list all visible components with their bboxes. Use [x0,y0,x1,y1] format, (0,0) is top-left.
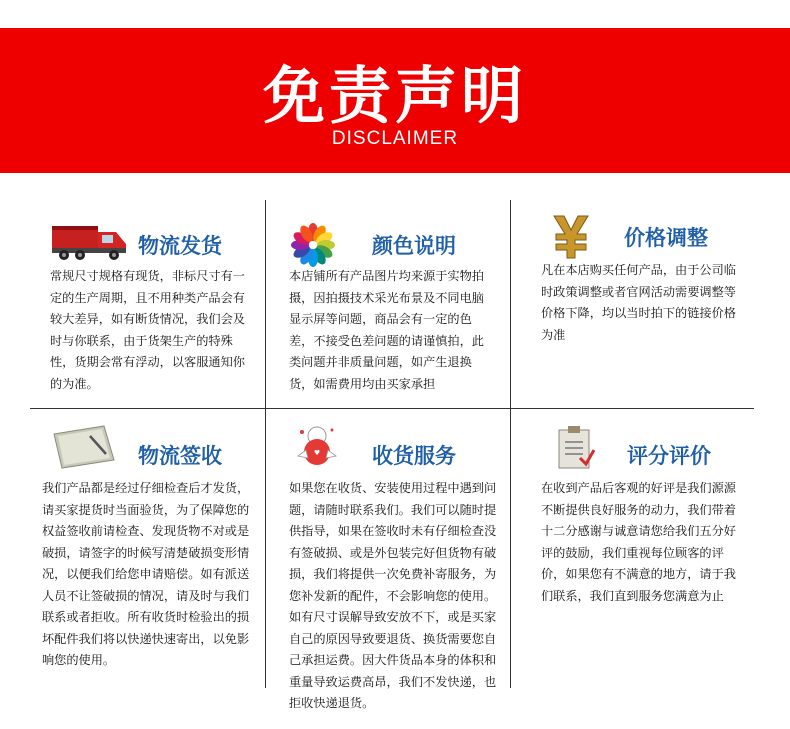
section-text: 在收到产品后客观的好评是我们源源不断提供良好服务的动力，我们带着十二分感谢与诚意请您给我们五分好评的鼓励，我们重视每位顾客的评价，如果您有不满意的地方，请于我们联系，我们直到服务您满意为止 [541,481,736,603]
svg-text:♥: ♥ [313,449,321,457]
truck-icon [50,222,128,262]
disclaimer-banner [0,28,790,173]
notebook-icon [48,424,120,470]
section-title: 颜色说明 [372,234,456,258]
color-wheel-icon [290,222,336,268]
section-text: 我们产品都是经过仔细检查后才发货，请买家提货时当面验货，为了保障您的权益签收前请检查、发现货物不对或是破损，请签字的时候写清楚破损变形情况，以便我们给您申请赔偿。如有派送人员不让签破损的情况，请及时与我们联系或者拒收。所有收货时检验出的损坏配件我们将以快递快速寄出，以免影响您的使用。 [42,481,250,667]
section-title: 收货服务 [372,444,456,468]
section-title: 价格调整 [624,226,708,250]
grid-divider-horizontal [30,408,754,409]
section-text: 如果您在收货、安装使用过程中遇到问题，请随时联系我们。我们可以随时提供指导，如果在签收时未有仔细检查没有签破损、或是外包装完好但货物有破损，我们将提供一次免费补寄服务，为您补发新的配件，不会影响您的使用。如有尺寸误解导致安放不下，或是买家自己的原因导致要退货、换货需要您自己承担运费。因大件货品本身的体积和重量导致运费高昂，我们不发快递，也拒收快递退货。 [289,481,497,710]
yen-icon [546,210,596,260]
grid-divider-vertical-1 [265,200,266,688]
section-text: 凡在本店购买任何产品，由于公司临时政策调整或者官网活动需要调整等价格下降，均以当时拍下的链接价格为准 [541,263,736,342]
clipboard-icon [556,424,596,472]
banner-title: 免责声明 [262,59,527,132]
service-person-icon [292,424,342,470]
section-title: 评分评价 [627,444,711,468]
section-text: 本店铺所有产品图片均来源于实物拍摄，因拍摄技术采光布景及不同电脑显示屏等问题，商品会有一定的色差，不接受色差问题的请谨慎拍，此类问题并非质量问题，如产生退换货，如需费用均由买家承担 [289,269,484,391]
section-text: 常规尺寸规格有现货，非标尺寸有一定的生产周期，且不用种类产品会有较大差异，如有断货情况，我们会及时与你联系，由于货架生产的特殊性，货期会常有浮动，以客服通知你的为准。 [50,269,245,391]
grid-divider-vertical-2 [510,200,511,688]
section-title: 物流发货 [138,234,222,258]
banner-subtitle: DISCLAIMER [331,128,459,149]
section-title: 物流签收 [138,444,222,468]
